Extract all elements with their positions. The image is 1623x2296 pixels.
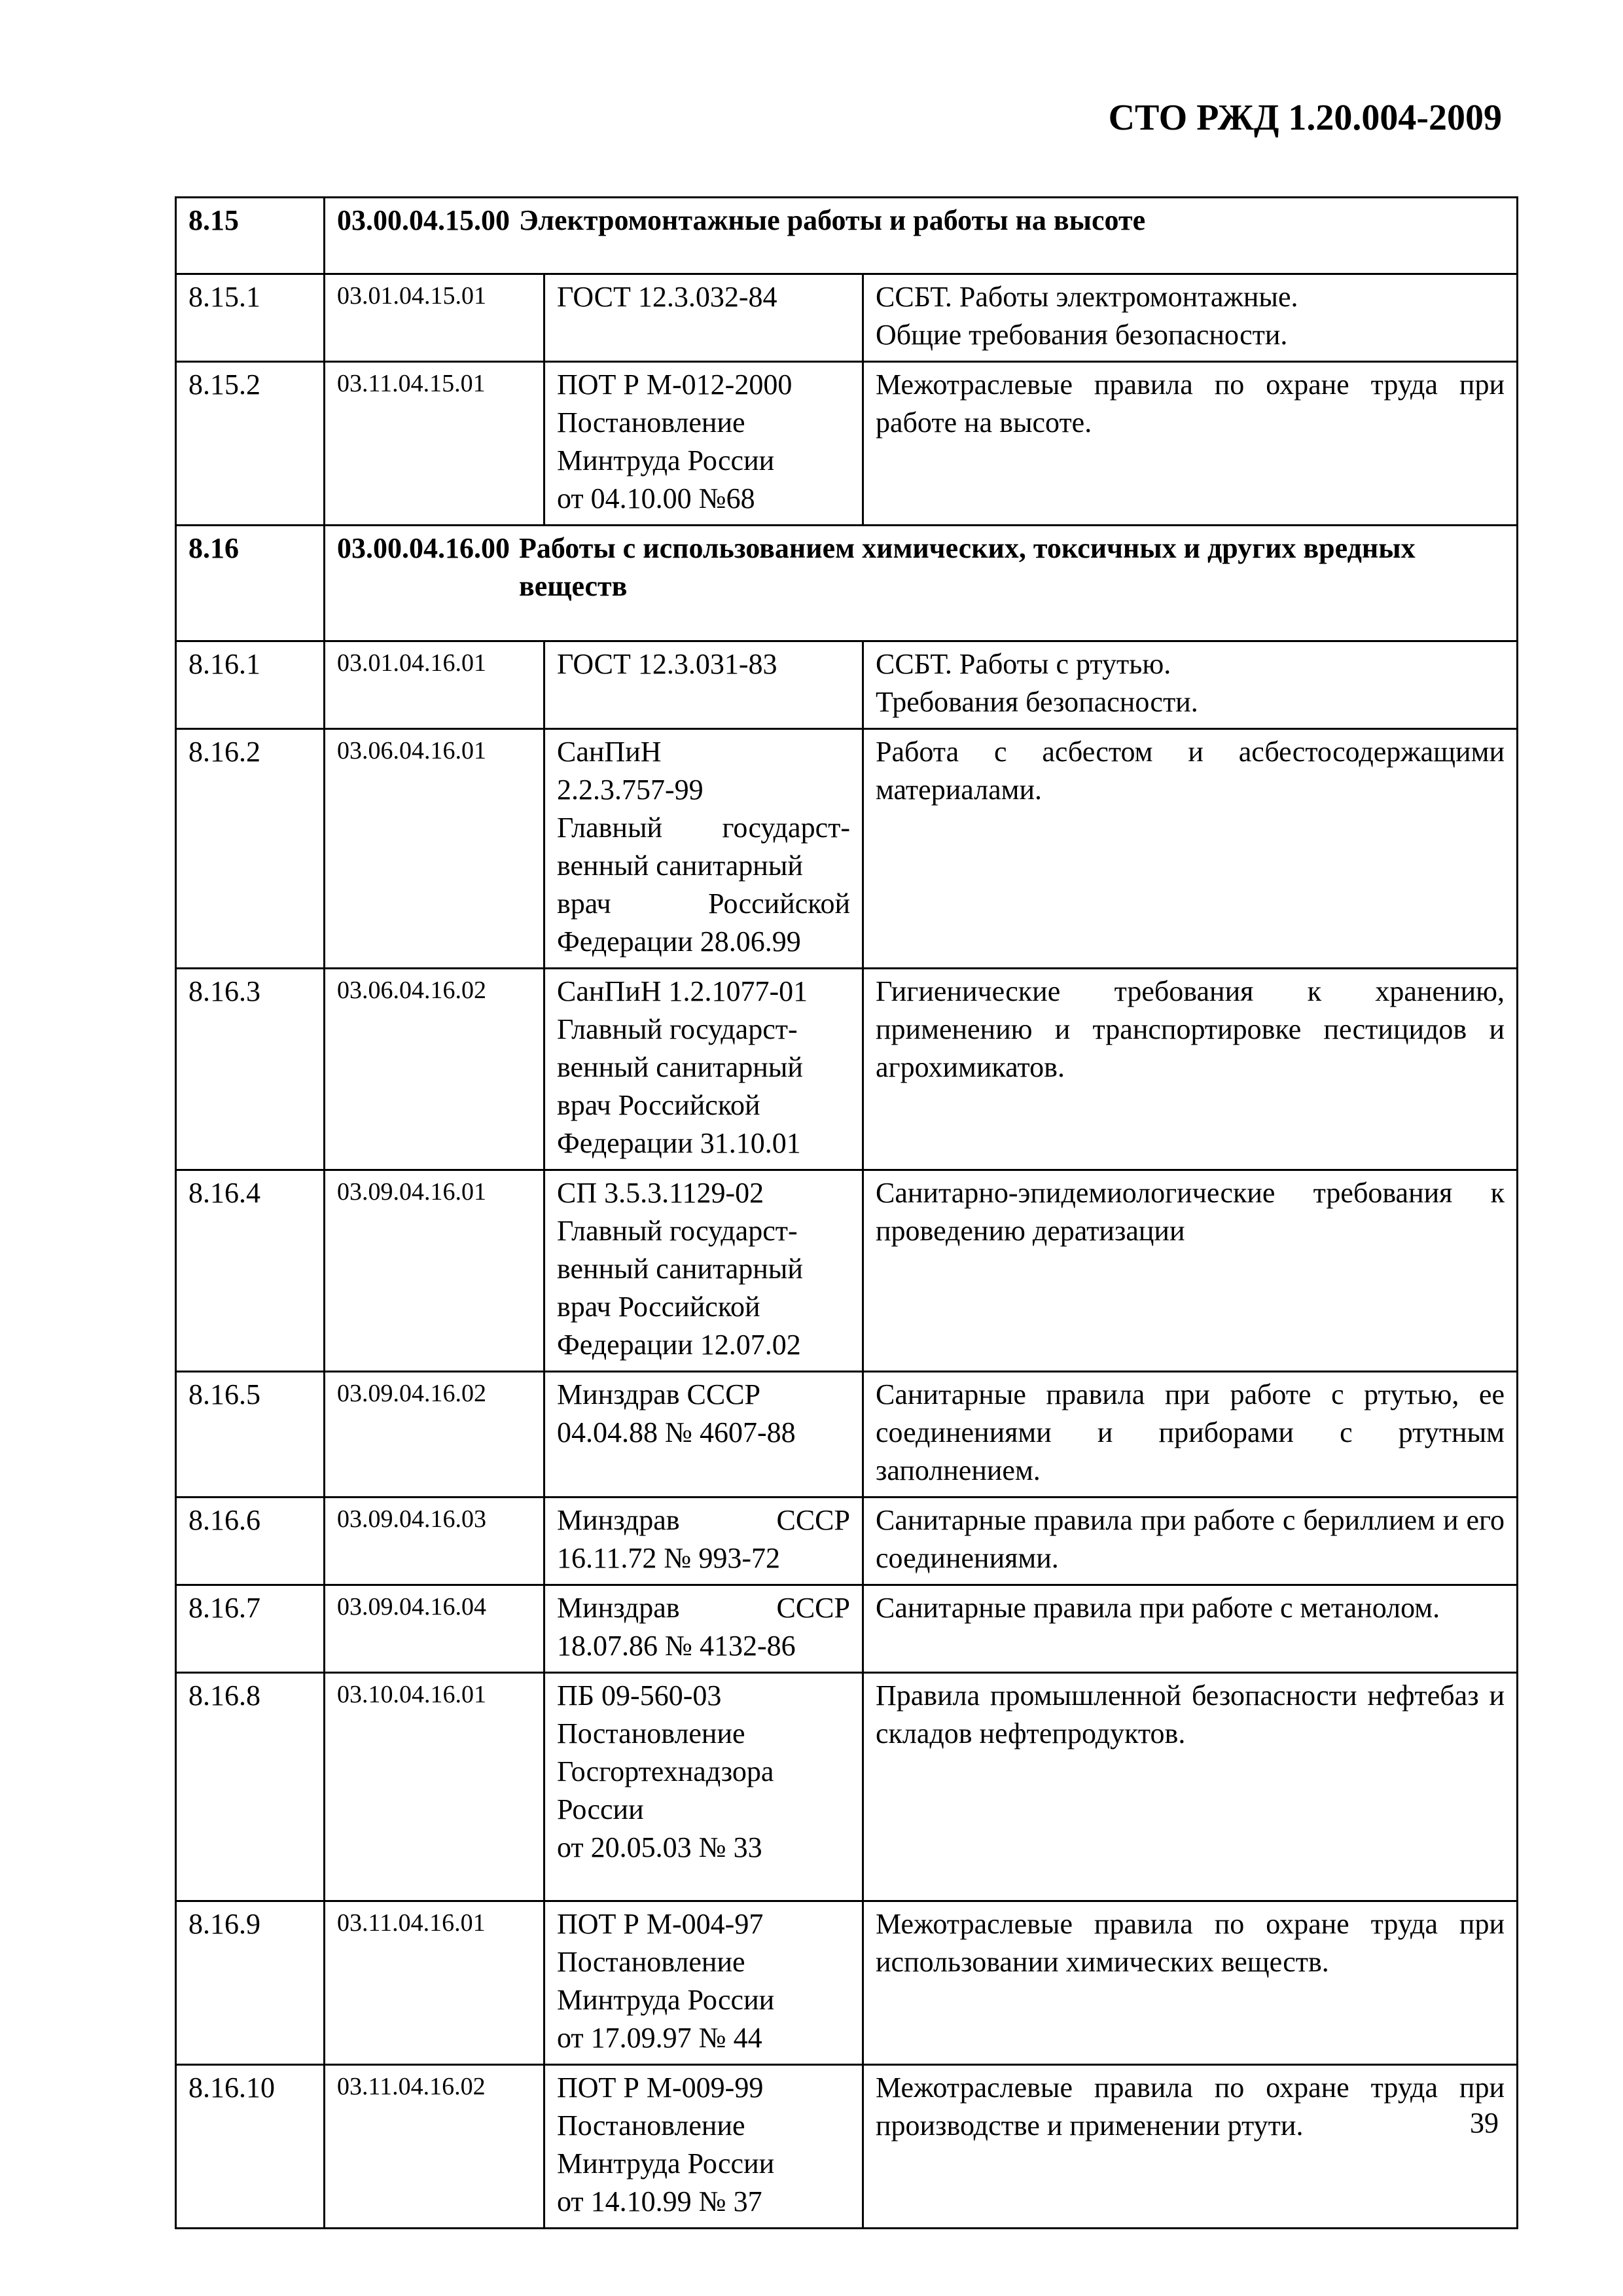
document-reference-line: Федерации 31.10.01 bbox=[557, 1127, 801, 1159]
document-description-line: Межотраслевые правила по охране труда при использовании химических веществ. bbox=[876, 1908, 1505, 1978]
document-reference-line: 16.11.72 № 993-72 bbox=[557, 1542, 780, 1574]
section-heading bbox=[325, 198, 1518, 274]
item-code: 03.09.04.16.02 bbox=[325, 1372, 544, 1498]
document-reference-line: от 04.10.00 №68 bbox=[557, 482, 755, 514]
document-reference-line: России bbox=[557, 1793, 644, 1825]
table-row bbox=[176, 1673, 1518, 1901]
section-row bbox=[176, 198, 1518, 274]
item-code: 03.01.04.16.01 bbox=[325, 641, 544, 729]
document-reference-line: ПБ 09-560-03 bbox=[557, 1679, 722, 1712]
document-reference-line: 18.07.86 № 4132-86 bbox=[557, 1630, 796, 1662]
document-reference-line: врач Российской bbox=[557, 1291, 760, 1323]
table-row bbox=[176, 729, 1518, 969]
document-reference bbox=[544, 641, 863, 729]
document-description-line: ССБТ. Работы с ртутью. bbox=[876, 648, 1171, 680]
document-reference-line: венный санитарный bbox=[557, 1051, 803, 1083]
item-number: 8.16.10 bbox=[176, 2065, 325, 2229]
section-title: Электромонтажные работы и работы на высоте bbox=[519, 204, 1146, 236]
item-code: 03.11.04.15.01 bbox=[325, 362, 544, 526]
document-reference-line: Минтруда России bbox=[557, 444, 775, 476]
document-description-line: Требования безопасности. bbox=[876, 686, 1198, 718]
document-description bbox=[863, 969, 1518, 1170]
document-reference-line: ПОТ Р М-012-2000 bbox=[557, 368, 793, 401]
item-number: 8.16.1 bbox=[176, 641, 325, 729]
document-description bbox=[863, 1673, 1518, 1901]
document-reference bbox=[544, 1585, 863, 1673]
document-reference bbox=[544, 1170, 863, 1372]
item-code: 03.10.04.16.01 bbox=[325, 1673, 544, 1901]
table-row bbox=[176, 2065, 1518, 2229]
table-row bbox=[176, 1498, 1518, 1585]
document-reference bbox=[544, 1901, 863, 2065]
document-reference-line: Минтруда России bbox=[557, 1984, 775, 2016]
item-code: 03.09.04.16.03 bbox=[325, 1498, 544, 1585]
document-reference-line: венный санитарный bbox=[557, 850, 803, 882]
item-code: 03.11.04.16.02 bbox=[325, 2065, 544, 2229]
item-number: 8.16.4 bbox=[176, 1170, 325, 1372]
item-number: 8.16.3 bbox=[176, 969, 325, 1170]
document-reference-line: от 20.05.03 № 33 bbox=[557, 1831, 762, 1863]
document-description bbox=[863, 1170, 1518, 1372]
table-row bbox=[176, 1901, 1518, 2065]
document-reference-line: 04.04.88 № 4607-88 bbox=[557, 1416, 796, 1448]
section-code: 03.00.04.15.00 bbox=[337, 204, 510, 236]
table-row bbox=[176, 641, 1518, 729]
document-reference-line: СанПиН 1.2.1077-01 bbox=[557, 975, 808, 1007]
document-description-line: Межотраслевые правила по охране труда при производстве и применении ртути. bbox=[876, 2072, 1505, 2142]
document-reference-line: Минтруда России bbox=[557, 2147, 775, 2179]
document-reference bbox=[544, 1673, 863, 1901]
document-reference bbox=[544, 2065, 863, 2229]
document-reference-line: от 17.09.97 № 44 bbox=[557, 2022, 762, 2054]
document-reference-line: Постановление bbox=[557, 1946, 745, 1978]
item-code: 03.06.04.16.02 bbox=[325, 969, 544, 1170]
document-reference-line: ГОСТ 12.3.031-83 bbox=[557, 648, 777, 680]
item-code: 03.06.04.16.01 bbox=[325, 729, 544, 969]
document-reference-line: Минздрав СССР bbox=[557, 1504, 850, 1536]
document-reference-line: Главный государст- bbox=[557, 1215, 798, 1247]
section-number: 8.16 bbox=[176, 526, 325, 641]
document-description bbox=[863, 1585, 1518, 1673]
section-row bbox=[176, 526, 1518, 641]
document-reference-line: врач Российской bbox=[557, 888, 850, 920]
item-number: 8.16.2 bbox=[176, 729, 325, 969]
item-number: 8.16.6 bbox=[176, 1498, 325, 1585]
item-number: 8.16.8 bbox=[176, 1673, 325, 1901]
document-reference bbox=[544, 1372, 863, 1498]
document-description-line: Общие требования безопасности. bbox=[876, 319, 1288, 351]
document-code: СТО РЖД 1.20.004-2009 bbox=[1108, 98, 1502, 138]
document-description-line: Санитарно-эпидемиологические требования к проведению дератизации bbox=[876, 1177, 1505, 1247]
document-description bbox=[863, 2065, 1518, 2229]
item-code: 03.11.04.16.01 bbox=[325, 1901, 544, 2065]
section-title-wrap bbox=[337, 529, 1505, 605]
section-number: 8.15 bbox=[176, 198, 325, 274]
table-row bbox=[176, 274, 1518, 362]
item-code: 03.09.04.16.04 bbox=[325, 1585, 544, 1673]
document-description bbox=[863, 641, 1518, 729]
section-code: 03.00.04.16.00 bbox=[337, 532, 510, 564]
document-reference-line: ПОТ Р М-009-99 bbox=[557, 2072, 764, 2104]
section-heading bbox=[325, 526, 1518, 641]
document-description-line: Санитарные правила при работе с ртутью, ее соединениями и приборами с ртутным заполнением. bbox=[876, 1378, 1505, 1486]
item-number: 8.15.2 bbox=[176, 362, 325, 526]
document-reference-line: Главный государст- bbox=[557, 812, 850, 844]
document-reference-line: ГОСТ 12.3.032-84 bbox=[557, 281, 777, 313]
document-reference-line: венный санитарный bbox=[557, 1253, 803, 1285]
document-reference-line: СанПиН bbox=[557, 736, 662, 768]
document-description-line: Санитарные правила при работе с метанолом. bbox=[876, 1592, 1440, 1624]
document-description-line: ССБТ. Работы электромонтажные. bbox=[876, 281, 1298, 313]
document-reference-line: 2.2.3.757-99 bbox=[557, 774, 704, 806]
document-description-line: Гигиенические требования к хранению, применению и транспортировке пестицидов и агрохимикатов. bbox=[876, 975, 1505, 1083]
document-reference-line: от 14.10.99 № 37 bbox=[557, 2185, 762, 2217]
document-description-line: Работа с асбестом и асбестосодержащими материалами. bbox=[876, 736, 1505, 806]
document-reference-line: Федерации 12.07.02 bbox=[557, 1329, 801, 1361]
section-title: Работы с использованием химических, токсичных и других вредных веществ bbox=[519, 532, 1416, 602]
item-code: 03.09.04.16.01 bbox=[325, 1170, 544, 1372]
item-number: 8.15.1 bbox=[176, 274, 325, 362]
document-reference-line: Постановление bbox=[557, 1717, 745, 1749]
document-description bbox=[863, 274, 1518, 362]
item-number: 8.16.7 bbox=[176, 1585, 325, 1673]
item-code: 03.01.04.15.01 bbox=[325, 274, 544, 362]
document-reference bbox=[544, 362, 863, 526]
document-reference-line: СП 3.5.3.1129-02 bbox=[557, 1177, 764, 1209]
regulations-table bbox=[175, 196, 1518, 2229]
document-reference-line: Федерации 28.06.99 bbox=[557, 925, 801, 958]
document-description bbox=[863, 362, 1518, 526]
document-description-line: Межотраслевые правила по охране труда при работе на высоте. bbox=[876, 368, 1505, 439]
document-reference-line: Постановление bbox=[557, 2109, 745, 2142]
document-description bbox=[863, 1498, 1518, 1585]
document-reference-line: Минздрав СССР bbox=[557, 1592, 850, 1624]
table-row bbox=[176, 1170, 1518, 1372]
table-row bbox=[176, 1372, 1518, 1498]
document-description bbox=[863, 729, 1518, 969]
table-row bbox=[176, 969, 1518, 1170]
document-description-line: Правила промышленной безопасности нефтебаз и складов нефтепродуктов. bbox=[876, 1679, 1505, 1749]
table-row bbox=[176, 362, 1518, 526]
document-reference-line: Минздрав СССР bbox=[557, 1378, 761, 1410]
item-number: 8.16.5 bbox=[176, 1372, 325, 1498]
document-reference bbox=[544, 969, 863, 1170]
table-row bbox=[176, 1585, 1518, 1673]
document-description bbox=[863, 1372, 1518, 1498]
document-reference-line: врач Российской bbox=[557, 1089, 760, 1121]
document-description-line: Санитарные правила при работе с бериллием и его соединениями. bbox=[876, 1504, 1505, 1574]
section-title-wrap bbox=[337, 202, 1505, 240]
document-reference bbox=[544, 274, 863, 362]
page-number: 39 bbox=[1470, 2107, 1499, 2139]
document-reference-line: ПОТ Р М-004-97 bbox=[557, 1908, 764, 1940]
document-reference-line: Главный государст- bbox=[557, 1013, 798, 1045]
item-number: 8.16.9 bbox=[176, 1901, 325, 2065]
document-reference bbox=[544, 1498, 863, 1585]
document-reference-line: Постановление bbox=[557, 406, 745, 439]
document-reference-line: Госгортехнадзора bbox=[557, 1755, 774, 1787]
document-reference bbox=[544, 729, 863, 969]
document-description bbox=[863, 1901, 1518, 2065]
